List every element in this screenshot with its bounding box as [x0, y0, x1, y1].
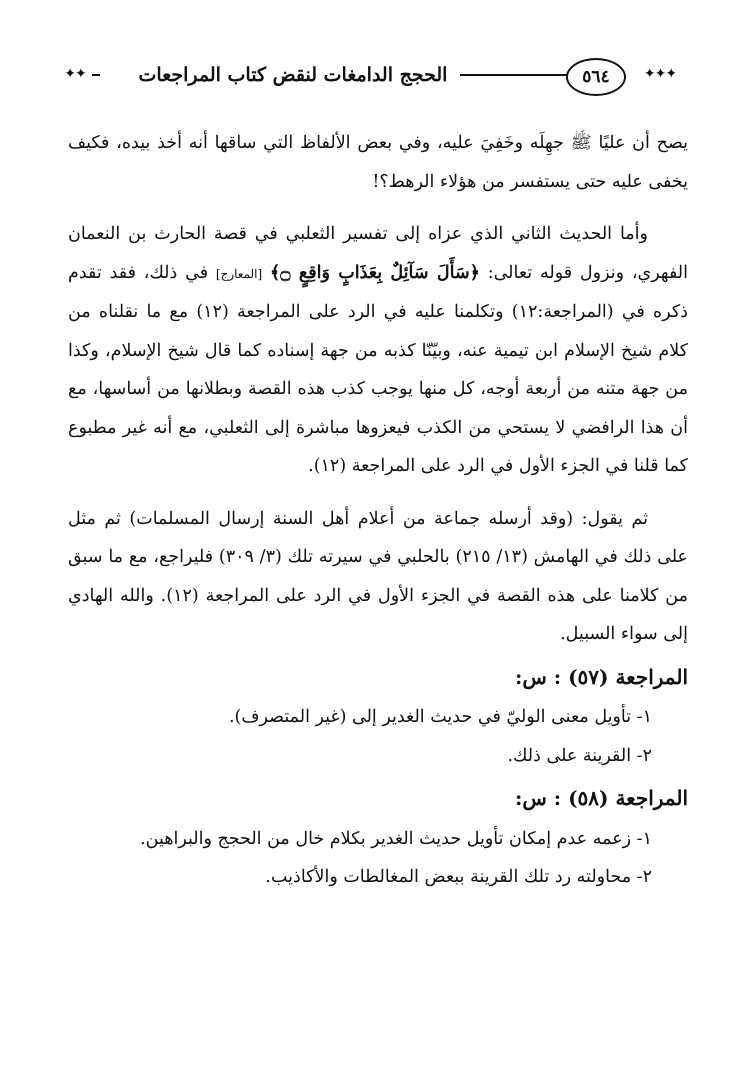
- page-number: ٥٦٤: [566, 58, 626, 96]
- list-item: ١- زعمه عدم إمكان تأويل حديث الغدير بكلام خال من الحجج والبراهين.: [140, 828, 652, 849]
- section-heading: المراجعة (٥٧) : س:: [514, 664, 688, 689]
- list-item: ٢- محاولته رد تلك القرينة ببعض المغالطات والأكاذيب.: [265, 867, 652, 887]
- header-decorative-line: [460, 74, 568, 76]
- section-57: [68, 658, 688, 776]
- page-header: [60, 58, 688, 98]
- paragraph-2: [68, 215, 688, 486]
- quran-verse: ﴿سَأَلَ سَآئِلٌ بِعَذَابٍ وَاقِعٍ ۝﴾: [270, 262, 480, 283]
- header-ornament-left: ✦✦: [64, 66, 86, 82]
- section-58: [68, 779, 688, 897]
- paragraph-2-text-a: وأما الحديث الثاني الذي عزاه إلى تفسير الثعلبي في قصة الحارث بن النعمان الفهري، ونزول قوله تعالى:: [68, 224, 688, 283]
- running-title: الحجج الدامغات لنقض كتاب المراجعات: [138, 64, 448, 86]
- paragraph-1: يصح أن عليًا ﷺ جهِلَه وخَفِيَ عليه، وفي بعض الألفاظ التي ساقها أنه أخذ بيده، فكيف يخفى عليه حتى يستفسر من هؤلاء الرهط؟!: [68, 133, 688, 192]
- section-heading: المراجعة (٥٨) : س:: [514, 786, 688, 810]
- list-item: ٢- القرينة على ذلك.: [507, 745, 652, 766]
- list-item: ١- تأويل معنى الوليّ في حديث الغدير إلى (غير المتصرف).: [228, 707, 652, 727]
- page-body: [68, 124, 688, 897]
- paragraph-3: ثم يقول: (وقد أرسله جماعة من أعلام أهل السنة إرسال المسلمات) ثم مثل على ذلك في الهامش (١٣/ ٢١٥) بالحلبي في سيرته تلك (٣/ ٣٠٩) فليراجع، مع ما سبق من كلامنا على هذه القصة في الجزء الأول في الرد على المراجعة (١٢). والله الهادي إلى سواء السبيل.: [68, 508, 688, 644]
- header-ornament-right: ✦✦✦: [643, 66, 677, 82]
- header-decorative-line-left: [92, 74, 100, 76]
- surah-reference: [المعارج]: [215, 266, 263, 281]
- paragraph-2-text-b: في ذلك، فقد تقدم ذكره في (المراجعة:١٢) وتكلمنا عليه في الرد على المراجعة (١٢) مع ما نقلناه من كلام شيخ الإسلام ابن تيمية عنه، وبيّنّا كذبه من جهة إسناده كما قال شيخ الإسلام، وكذا من جهة متنه من أربعة أوجه، كل منها يوجب كذب هذه القصة وبطلانها من أساسها، مع أن هذا الرافضي لا يستحي من الكذب فيعزوها مباشرة إلى الثعلبي، مع أنه غير مطبوع كما قلنا في الجزء الأول في الرد على المراجعة (١٢).: [68, 262, 688, 476]
